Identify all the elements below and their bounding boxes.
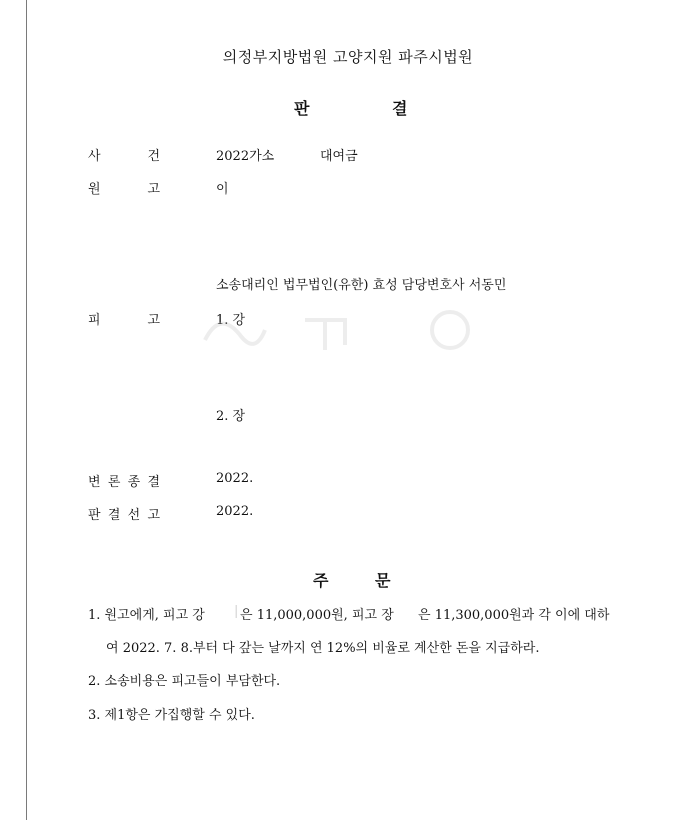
plaintiff-label xyxy=(88,178,160,197)
redaction-mark: | xyxy=(234,604,239,619)
faint-watermark xyxy=(195,300,495,360)
hearing-closed-char-3: 종 xyxy=(127,475,141,490)
order-1-part-c: 은 11,300,000원과 각 이에 대하 xyxy=(418,608,610,623)
order-heading-char-2: 문 xyxy=(375,571,391,590)
title-char-2: 결 xyxy=(392,99,408,118)
judgment-date-char-1: 판 xyxy=(88,508,101,523)
hearing-closed-label xyxy=(88,471,160,490)
plaintiff-name: 이 xyxy=(216,182,229,197)
order-2: 2. 소송비용은 피고들이 부담한다. xyxy=(88,674,281,689)
case-number: 2022가소 xyxy=(216,149,275,164)
order-1-continued: 여 2022. 7. 8.부터 다 갚는 날까지 연 12%의 비율로 계산한 돈을 지급하라. xyxy=(106,641,540,656)
case-label xyxy=(88,145,160,164)
page-left-border xyxy=(26,0,27,820)
title-char-1: 판 xyxy=(294,99,310,118)
court-name: 의정부지방법원 고양지원 파주시법원 xyxy=(222,48,474,66)
case-label-char-1: 사 xyxy=(88,149,101,164)
judgment-date: 2022. xyxy=(216,504,254,519)
case-name: 대여금 xyxy=(320,149,358,164)
order-1-part-a: 1. 원고에게, 피고 강 xyxy=(88,608,205,623)
order-1-part-b: 은 11,000,000원, 피고 장 xyxy=(240,608,394,623)
judgment-date-char-2: 결 xyxy=(107,508,121,523)
judgment-date-label xyxy=(88,504,160,523)
order-heading-char-1: 주 xyxy=(313,571,329,590)
defendant-1: 1. 강 xyxy=(216,313,246,328)
hearing-closed-char-2: 론 xyxy=(107,475,121,490)
plaintiff-representative: 소송대리인 법무법인(유한) 효성 담당변호사 서동민 xyxy=(216,278,507,293)
defendant-2: 2. 장 xyxy=(216,409,246,424)
plaintiff-label-char-1: 원 xyxy=(88,182,101,197)
order-3: 3. 제1항은 가집행할 수 있다. xyxy=(88,708,255,723)
hearing-closed-char-4: 결 xyxy=(147,475,160,490)
judgment-date-char-4: 고 xyxy=(147,508,160,523)
plaintiff-label-char-2: 고 xyxy=(147,182,160,197)
hearing-closed-date: 2022. xyxy=(216,471,254,486)
defendant-label-char-2: 고 xyxy=(147,313,160,328)
defendant-label-char-1: 피 xyxy=(88,313,101,328)
defendant-label xyxy=(88,309,160,328)
hearing-closed-char-1: 변 xyxy=(88,475,101,490)
judgment-date-char-3: 선 xyxy=(127,508,141,523)
case-label-char-2: 건 xyxy=(147,149,160,164)
